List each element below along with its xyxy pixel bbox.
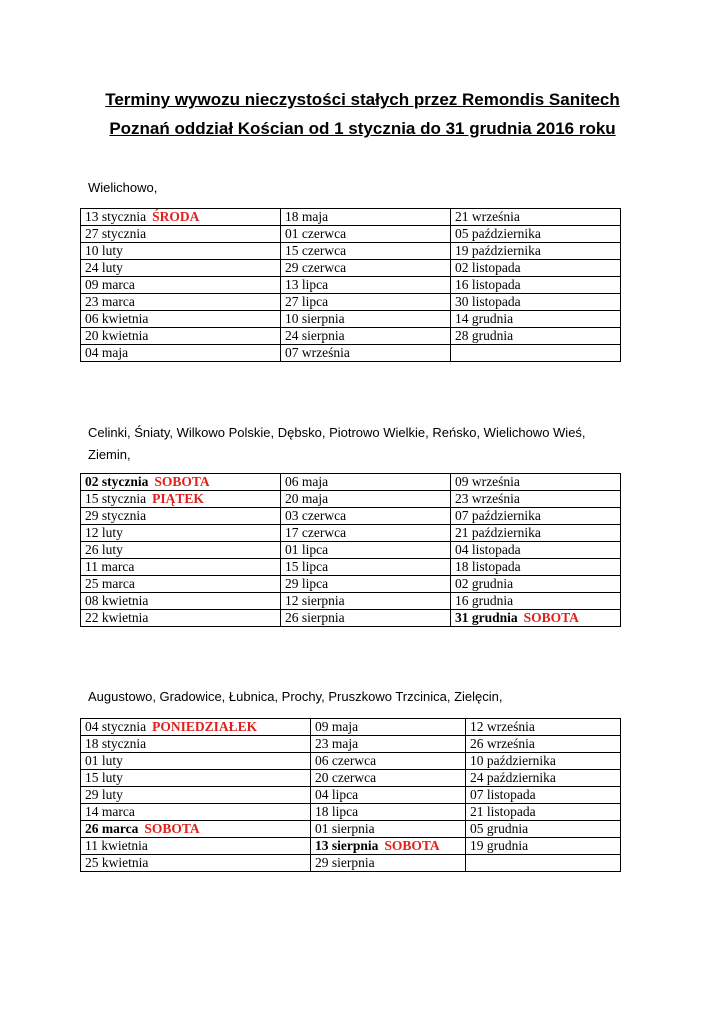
table-cell [81, 525, 281, 542]
table-cell [281, 345, 451, 362]
pickup-date: 04 lipca [315, 787, 359, 802]
table-cell [281, 610, 451, 627]
table-row [81, 855, 621, 872]
pickup-date: 21 września [455, 209, 520, 224]
table-cell [281, 209, 451, 226]
pickup-date: 13 sierpnia [315, 838, 379, 853]
table-cell [451, 525, 621, 542]
table-row [81, 491, 621, 508]
table-cell [311, 770, 466, 787]
weekday-note: SOBOTA [144, 821, 200, 836]
table-row [81, 226, 621, 243]
table-cell [451, 345, 621, 362]
table-cell [81, 787, 311, 804]
pickup-date: 01 sierpnia [315, 821, 375, 836]
table-cell [466, 804, 621, 821]
pickup-date: 15 stycznia [85, 491, 147, 506]
table-row [81, 804, 621, 821]
table-cell [466, 753, 621, 770]
pickup-date: 09 maja [315, 719, 359, 734]
table-cell [81, 474, 281, 491]
pickup-date: 28 grudnia [455, 328, 514, 343]
pickup-date: 06 maja [285, 474, 329, 489]
pickup-date: 07 listopada [470, 787, 536, 802]
document-title-line-2: Poznań oddział Kościan od 1 stycznia do 31 grudnia 2016 roku [109, 119, 616, 138]
table-cell [451, 610, 621, 627]
table-cell [81, 559, 281, 576]
pickup-date: 23 września [455, 491, 520, 506]
pickup-date: 24 października [470, 770, 556, 785]
table-row [81, 294, 621, 311]
weekday-note: SOBOTA [384, 838, 440, 853]
table-cell [281, 525, 451, 542]
table-cell [466, 736, 621, 753]
table-row [81, 593, 621, 610]
pickup-date: 15 lipca [285, 559, 329, 574]
table-row [81, 787, 621, 804]
table-row [81, 770, 621, 787]
pickup-date: 18 listopada [455, 559, 521, 574]
pickup-date: 21 października [455, 525, 541, 540]
table-cell [81, 294, 281, 311]
pickup-date: 20 kwietnia [85, 328, 149, 343]
table-cell [81, 226, 281, 243]
table-row [81, 345, 621, 362]
table-row [81, 719, 621, 736]
table-row [81, 838, 621, 855]
table-cell [81, 345, 281, 362]
pickup-date: 01 czerwca [285, 226, 347, 241]
weekday-note: SOBOTA [523, 610, 579, 625]
pickup-date: 07 września [285, 345, 350, 360]
schedule-table-wielichowo [80, 208, 621, 362]
table-cell [451, 311, 621, 328]
pickup-date: 18 maja [285, 209, 329, 224]
table-cell [281, 542, 451, 559]
table-row [81, 243, 621, 260]
table-cell [451, 328, 621, 345]
table-cell [81, 209, 281, 226]
table-cell [311, 855, 466, 872]
table-cell [281, 311, 451, 328]
pickup-date: 11 marca [85, 559, 135, 574]
pickup-date: 05 października [455, 226, 541, 241]
pickup-date: 09 września [455, 474, 520, 489]
pickup-date: 18 lipca [315, 804, 359, 819]
table-cell [81, 821, 311, 838]
table-row [81, 610, 621, 627]
weekday-note: PONIEDZIAŁEK [152, 719, 258, 734]
table-cell [281, 559, 451, 576]
pickup-date: 30 listopada [455, 294, 521, 309]
table-row [81, 576, 621, 593]
table-cell [311, 804, 466, 821]
table-cell [451, 491, 621, 508]
table-cell [81, 610, 281, 627]
table-cell [81, 260, 281, 277]
table-row [81, 277, 621, 294]
pickup-date: 21 listopada [470, 804, 536, 819]
pickup-date: 10 sierpnia [285, 311, 345, 326]
pickup-date: 22 kwietnia [85, 610, 149, 625]
table-cell [281, 328, 451, 345]
pickup-date: 12 września [470, 719, 535, 734]
pickup-date: 12 sierpnia [285, 593, 345, 608]
weekday-note: ŚRODA [152, 209, 200, 224]
table-row [81, 753, 621, 770]
table-cell [81, 311, 281, 328]
pickup-date: 26 sierpnia [285, 610, 345, 625]
pickup-date: 26 września [470, 736, 535, 751]
pickup-date: 11 kwietnia [85, 838, 148, 853]
pickup-date: 26 luty [85, 542, 123, 557]
location-celinki-line-2: Ziemin, [88, 447, 131, 462]
pickup-date: 15 czerwca [285, 243, 347, 258]
table-cell [451, 593, 621, 610]
pickup-date: 03 czerwca [285, 508, 347, 523]
pickup-date: 10 luty [85, 243, 123, 258]
table-cell [281, 294, 451, 311]
table-cell [81, 542, 281, 559]
table-cell [281, 576, 451, 593]
pickup-date: 06 czerwca [315, 753, 377, 768]
pickup-date: 26 marca [85, 821, 139, 836]
pickup-date: 25 kwietnia [85, 855, 149, 870]
pickup-date: 20 czerwca [315, 770, 377, 785]
table-cell [311, 838, 466, 855]
table-cell [466, 838, 621, 855]
table-cell [451, 243, 621, 260]
table-cell [311, 736, 466, 753]
table-row [81, 508, 621, 525]
table-row [81, 821, 621, 838]
table-cell [311, 787, 466, 804]
table-cell [81, 243, 281, 260]
pickup-date: 29 sierpnia [315, 855, 375, 870]
table-cell [451, 209, 621, 226]
table-cell [451, 542, 621, 559]
pickup-date: 16 listopada [455, 277, 521, 292]
pickup-date: 27 lipca [285, 294, 329, 309]
pickup-date: 05 grudnia [470, 821, 529, 836]
table-cell [451, 294, 621, 311]
pickup-date: 02 listopada [455, 260, 521, 275]
pickup-date: 02 grudnia [455, 576, 514, 591]
pickup-date: 29 lipca [285, 576, 329, 591]
pickup-date: 19 października [455, 243, 541, 258]
table-cell [451, 277, 621, 294]
weekday-note: SOBOTA [154, 474, 210, 489]
table-cell [81, 491, 281, 508]
pickup-date: 06 kwietnia [85, 311, 149, 326]
pickup-date: 08 kwietnia [85, 593, 149, 608]
pickup-date: 13 stycznia [85, 209, 147, 224]
pickup-date: 24 luty [85, 260, 123, 275]
table-row [81, 542, 621, 559]
pickup-date: 29 luty [85, 787, 123, 802]
table-cell [466, 821, 621, 838]
table-cell [311, 719, 466, 736]
table-cell [281, 277, 451, 294]
table-cell [281, 593, 451, 610]
pickup-date: 04 listopada [455, 542, 521, 557]
table-cell [81, 753, 311, 770]
pickup-date: 09 marca [85, 277, 135, 292]
pickup-date: 24 sierpnia [285, 328, 345, 343]
table-cell [81, 855, 311, 872]
table-row [81, 474, 621, 491]
pickup-date: 02 stycznia [85, 474, 149, 489]
table-cell [451, 260, 621, 277]
table-cell [81, 838, 311, 855]
table-row [81, 311, 621, 328]
pickup-date: 18 stycznia [85, 736, 147, 751]
pickup-date: 01 luty [85, 753, 123, 768]
pickup-date: 25 marca [85, 576, 135, 591]
table-cell [451, 559, 621, 576]
table-cell [281, 491, 451, 508]
table-row [81, 328, 621, 345]
pickup-date: 29 stycznia [85, 508, 147, 523]
table-cell [81, 719, 311, 736]
table-cell [281, 474, 451, 491]
pickup-date: 04 maja [85, 345, 129, 360]
pickup-date: 29 czerwca [285, 260, 347, 275]
pickup-date: 16 grudnia [455, 593, 514, 608]
table-cell [311, 753, 466, 770]
table-cell [466, 787, 621, 804]
pickup-date: 19 grudnia [470, 838, 529, 853]
table-row [81, 209, 621, 226]
table-cell [451, 576, 621, 593]
table-row [81, 736, 621, 753]
table-cell [311, 821, 466, 838]
table-cell [81, 277, 281, 294]
pickup-date: 20 maja [285, 491, 329, 506]
table-row [81, 260, 621, 277]
weekday-note: PIĄTEK [152, 491, 204, 506]
pickup-date: 15 luty [85, 770, 123, 785]
table-cell [81, 508, 281, 525]
pickup-date: 31 grudnia [455, 610, 518, 625]
table-cell [451, 508, 621, 525]
table-row [81, 525, 621, 542]
table-cell [81, 804, 311, 821]
pickup-date: 14 marca [85, 804, 135, 819]
table-cell [281, 243, 451, 260]
pickup-date: 27 stycznia [85, 226, 147, 241]
pickup-date: 23 marca [85, 294, 135, 309]
pickup-date: 12 luty [85, 525, 123, 540]
schedule-table-augustowo [80, 718, 621, 872]
pickup-date: 13 lipca [285, 277, 329, 292]
table-cell [281, 260, 451, 277]
document-title-line-1: Terminy wywozu nieczystości stałych przez Remondis Sanitech [105, 90, 620, 109]
table-cell [81, 576, 281, 593]
location-celinki-line-1: Celinki, Śniaty, Wilkowo Polskie, Dębsko, Piotrowo Wielkie, Reńsko, Wielichowo Wieś, [88, 425, 586, 440]
table-cell [451, 474, 621, 491]
pickup-date: 17 czerwca [285, 525, 347, 540]
pickup-date: 01 lipca [285, 542, 329, 557]
pickup-date: 10 października [470, 753, 556, 768]
table-cell [81, 770, 311, 787]
pickup-date: 14 grudnia [455, 311, 514, 326]
table-cell [451, 226, 621, 243]
table-cell [466, 770, 621, 787]
pickup-date: 07 października [455, 508, 541, 523]
table-cell [281, 226, 451, 243]
location-augustowo: Augustowo, Gradowice, Łubnica, Prochy, Pruszkowo Trzcinica, Zielęcin, [88, 689, 503, 704]
pickup-date: 23 maja [315, 736, 359, 751]
pickup-date: 04 stycznia [85, 719, 147, 734]
table-cell [81, 736, 311, 753]
table-cell [281, 508, 451, 525]
table-cell [81, 593, 281, 610]
table-row [81, 559, 621, 576]
table-cell [466, 855, 621, 872]
schedule-table-celinki [80, 473, 621, 627]
table-cell [466, 719, 621, 736]
location-wielichowo: Wielichowo, [88, 180, 158, 195]
table-cell [81, 328, 281, 345]
